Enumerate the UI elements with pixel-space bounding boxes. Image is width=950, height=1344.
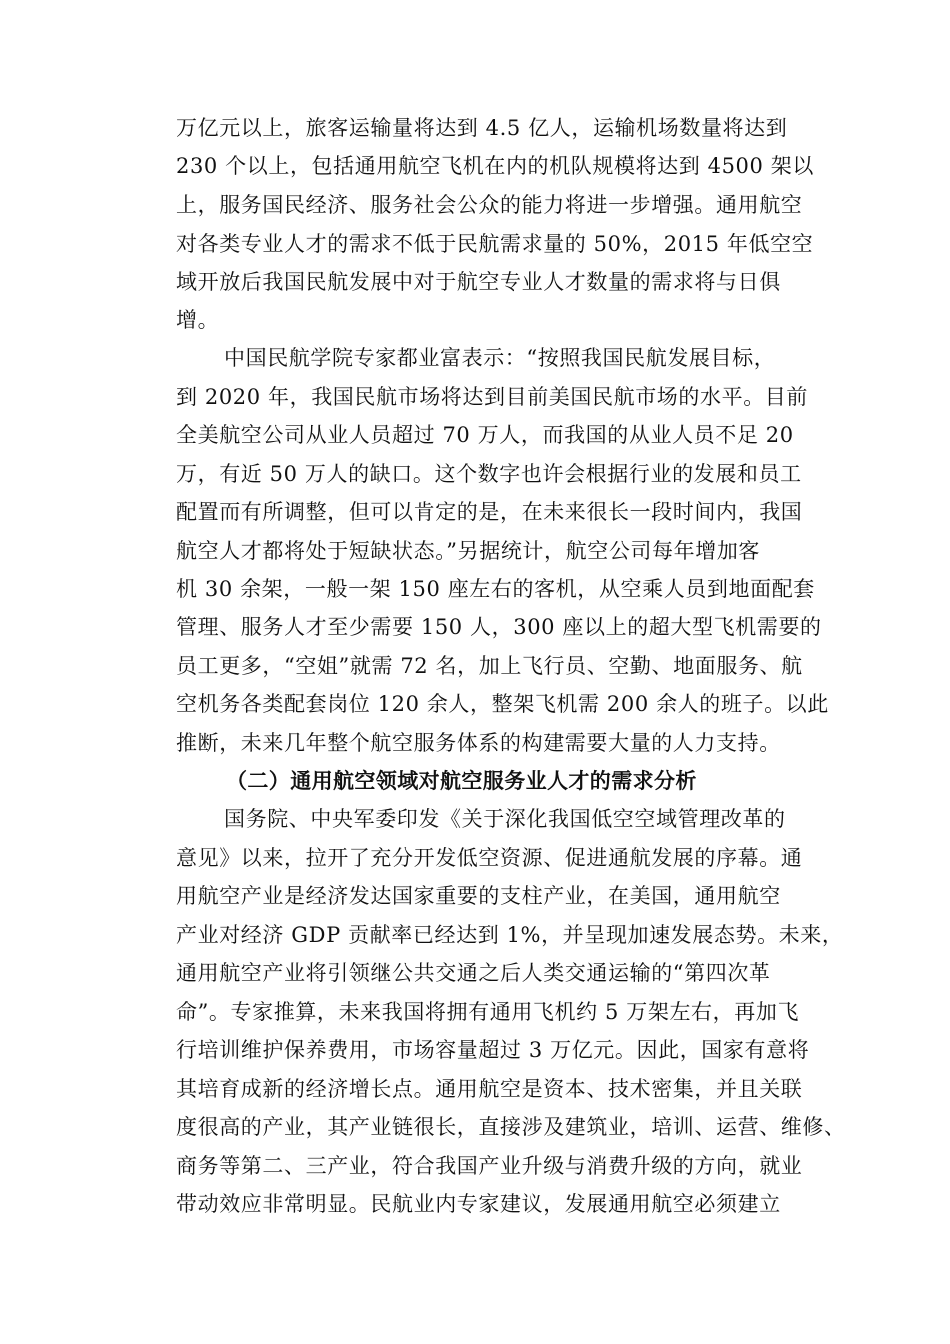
paragraph-line: 推断，未来几年整个航空服务体系的构建需要大量的人力支持。 bbox=[176, 731, 781, 755]
paragraph-line: 通用航空产业将引领继公共交通之后人类交通运输的“第四次革 bbox=[176, 961, 771, 985]
paragraph-line: 其培育成新的经济增长点。通用航空是资本、技术密集，并且关联 bbox=[176, 1077, 803, 1101]
paragraph-line: 全美航空公司从业人员超过 70 万人，而我国的从业人员不足 20 bbox=[176, 423, 794, 447]
paragraph-line: 命”。专家推算，未来我国将拥有通用飞机约 5 万架左右，再加飞 bbox=[176, 1000, 800, 1024]
paragraph-line: 用航空产业是经济发达国家重要的支柱产业，在美国，通用航空 bbox=[176, 884, 781, 908]
paragraph-line: 商务等第二、三产业，符合我国产业升级与消费升级的方向，就业 bbox=[176, 1154, 803, 1178]
paragraph-line: 空机务各类配套岗位 120 余人，整架飞机需 200 余人的班子。以此 bbox=[176, 692, 829, 716]
paragraph-line: 意见》以来，拉开了充分开发低空资源、促进通航发展的序幕。通 bbox=[176, 846, 803, 870]
paragraph-line: 配置而有所调整，但可以肯定的是，在未来很长一段时间内，我国 bbox=[176, 500, 803, 524]
paragraph-line: 员工更多，“空姐”就需 72 名，加上飞行员、空勤、地面服务、航 bbox=[176, 654, 803, 678]
paragraph-line: 机 30 余架，一般一架 150 座左右的客机，从空乘人员到地面配套 bbox=[176, 577, 815, 601]
paragraph-line: 万亿元以上，旅客运输量将达到 4.5 亿人，运输机场数量将达到 bbox=[176, 116, 788, 140]
paragraph-line: 带动效应非常明显。民航业内专家建议，发展通用航空必须建立 bbox=[176, 1192, 781, 1216]
paragraph-line: 上，服务国民经济、服务社会公众的能力将进一步增强。通用航空 bbox=[176, 193, 803, 217]
paragraph-line: 域开放后我国民航发展中对于航空专业人才数量的需求将与日俱 bbox=[176, 270, 781, 294]
paragraph-line: 度很高的产业，其产业链很长，直接涉及建筑业，培训、运营、维修、 bbox=[176, 1115, 846, 1139]
paragraph-first-line: 中国民航学院专家都业富表示：“按照我国民航发展目标， bbox=[224, 346, 776, 370]
paragraph-line: 产业对经济 GDP 贡献率已经达到 1%，并呈现加速发展态势。未来， bbox=[176, 923, 844, 947]
paragraph-line: 对各类专业人才的需求不低于民航需求量的 50%，2015 年低空空 bbox=[176, 232, 814, 256]
paragraph-line: 230 个以上，包括通用航空飞机在内的机队规模将达到 4500 架以 bbox=[176, 154, 814, 178]
paragraph-line: 行培训维护保养费用，市场容量超过 3 万亿元。因此，国家有意将 bbox=[176, 1038, 810, 1062]
paragraph-first-line: 国务院、中央军委印发《关于深化我国低空空域管理改革的 bbox=[224, 807, 786, 831]
section-heading: （二）通用航空领域对航空服务业人才的需求分析 bbox=[226, 769, 697, 793]
paragraph-line: 管理、服务人才至少需要 150 人，300 座以上的超大型飞机需要的 bbox=[176, 615, 822, 639]
paragraph-line: 到 2020 年，我国民航市场将达到目前美国民航市场的水平。目前 bbox=[176, 385, 808, 409]
paragraph-line: 航空人才都将处于短缺状态。”另据统计，航空公司每年增加客 bbox=[176, 539, 761, 563]
paragraph-line: 增。 bbox=[176, 308, 220, 332]
paragraph-line: 万，有近 50 万人的缺口。这个数字也许会根据行业的发展和员工 bbox=[176, 462, 802, 486]
